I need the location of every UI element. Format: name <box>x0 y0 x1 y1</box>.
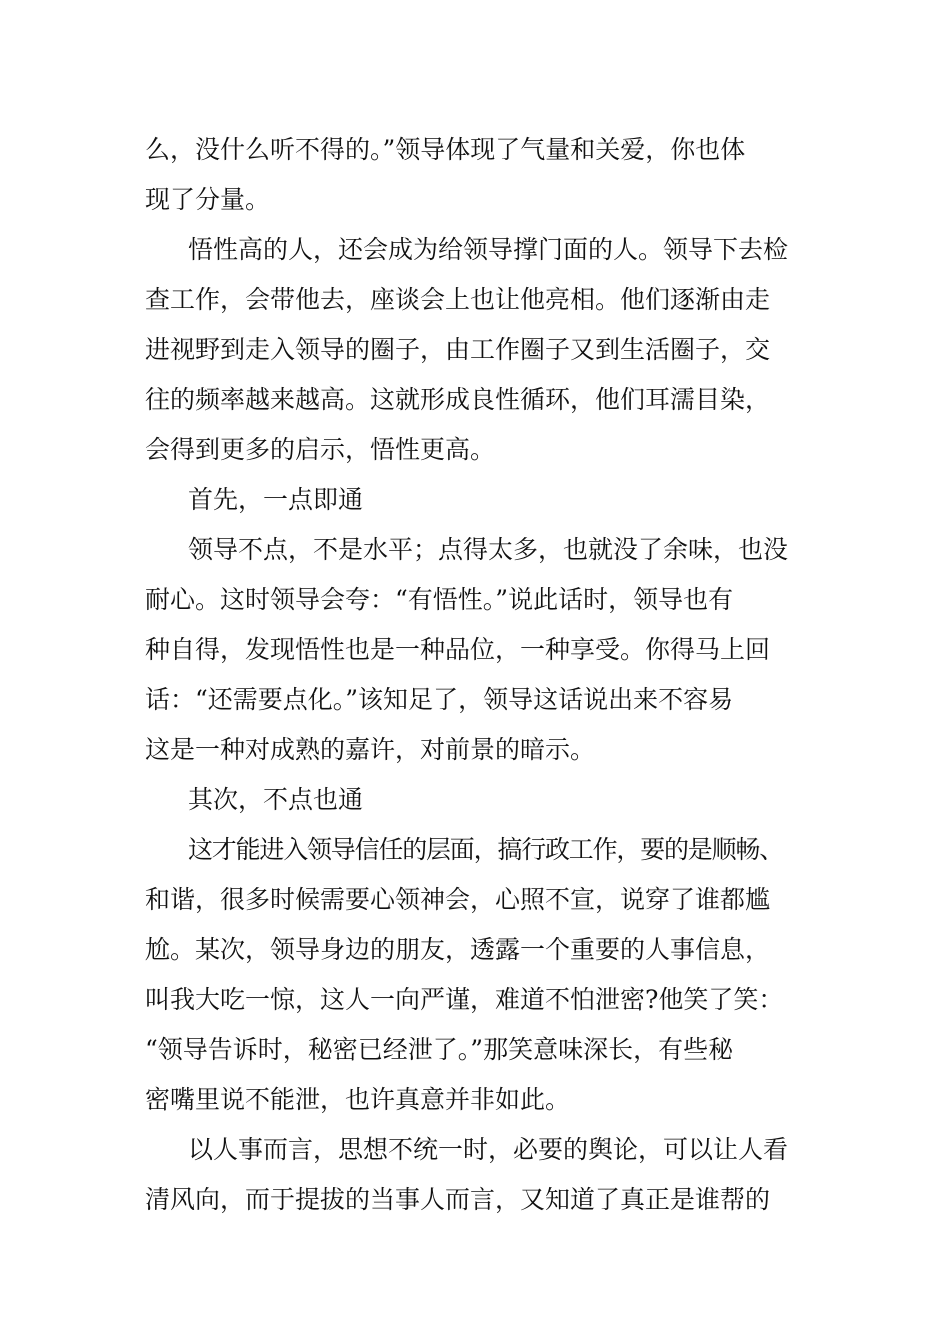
text-line: 领导不点，不是水平；点得太多，也就没了余味，也没 <box>188 535 789 564</box>
text-line: 种自得，发现悟性也是一种品位，一种享受。你得马上回 <box>145 635 771 664</box>
text-line: 叫我大吃一惊，这人一向严谨，难道不怕泄密?他笑了笑： <box>145 985 784 1014</box>
section-heading: 其次，不点也通 <box>188 785 364 814</box>
text-line: 密嘴里说不能泄，也许真意并非如此。 <box>145 1085 571 1114</box>
text-line: 么，没什么听不得的。”领导体现了气量和关爱，你也体 <box>145 135 746 164</box>
text-line: 话：“还需要点化。”该知足了，领导这话说出来不容易 <box>145 685 734 714</box>
text-line: 现了分量。 <box>145 185 271 214</box>
text-line: 往的频率越来越高。这就形成良性循环，他们耳濡目染， <box>145 385 771 414</box>
text-line: 会得到更多的启示，悟性更高。 <box>145 435 496 464</box>
section-heading: 首先，一点即通 <box>188 485 364 514</box>
text-line: 清风向，而于提拔的当事人而言，又知道了真正是谁帮的 <box>145 1185 771 1214</box>
text-line: 查工作，会带他去，座谈会上也让他亮相。他们逐渐由走 <box>145 285 771 314</box>
text-line: 进视野到走入领导的圈子，由工作圈子又到生活圈子，交 <box>145 335 771 364</box>
text-line: “领导告诉时，秘密已经泄了。”那笑意味深长，有些秘 <box>145 1035 734 1064</box>
text-line: 尬。某次，领导身边的朋友，透露一个重要的人事信息， <box>145 935 771 964</box>
text-line: 和谐，很多时候需要心领神会，心照不宣，说穿了谁都尴 <box>145 885 771 914</box>
text-line: 以人事而言，思想不统一时，必要的舆论，可以让人看 <box>188 1135 789 1164</box>
text-line: 这才能进入领导信任的层面，搞行政工作，要的是顺畅、 <box>188 835 784 864</box>
text-line: 耐心。这时领导会夸：“有悟性。”说此话时，领导也有 <box>145 585 734 614</box>
text-line: 悟性高的人，还会成为给领导撑门面的人。领导下去检 <box>188 235 789 264</box>
text-line: 这是一种对成熟的嘉许，对前景的暗示。 <box>145 735 596 764</box>
